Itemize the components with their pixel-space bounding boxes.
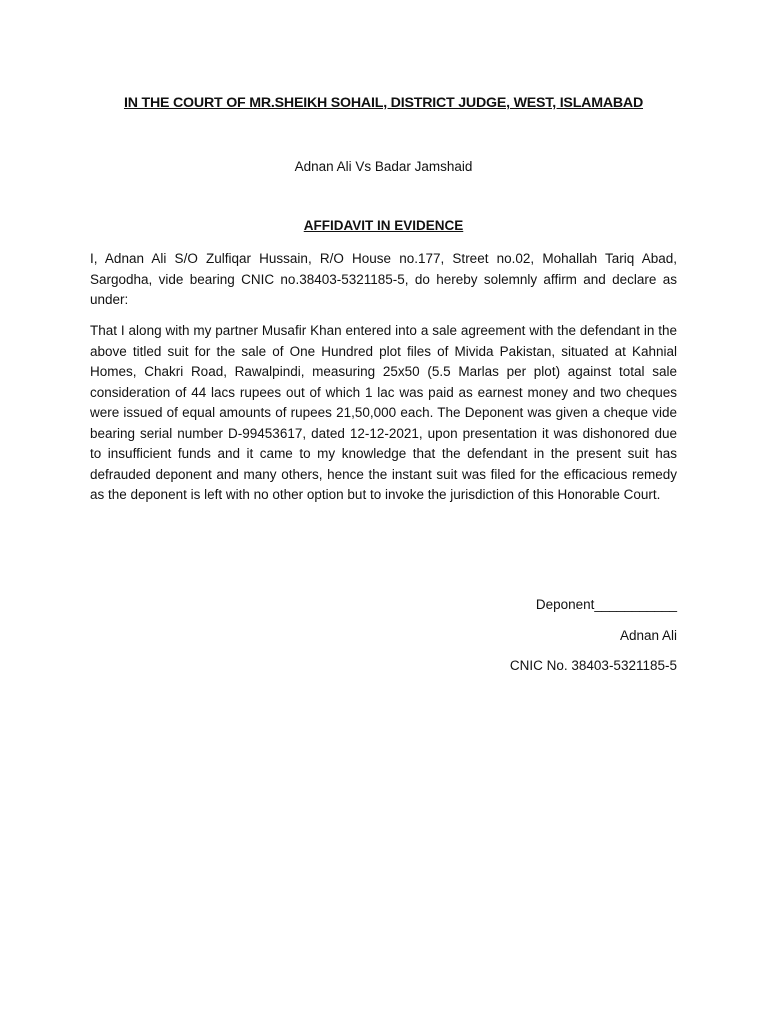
deponent-name: Adnan Ali	[619, 628, 677, 643]
affidavit-heading: AFFIDAVIT IN EVIDENCE	[303, 218, 464, 233]
deponent-cnic: CNIC No. 38403-5321185-5	[509, 658, 677, 673]
court-title: IN THE COURT OF MR.SHEIKH SOHAIL, DISTRICT JUDGE, WEST, ISLAMABAD	[123, 95, 644, 111]
deponent-signature-line: Deponent___________	[535, 597, 677, 612]
statement-paragraph: That I along with my partner Musafir Khan entered into a sale agreement with the defendant in the above titled suit for the sale of One Hundred plot files of Mivida Pakistan, situated at Kahnial Homes, Chakri Road, Rawalpindi, measuring 25x50 (5.5 Marlas per plot) against total sale consideration of 44 lacs rupees out of which 1 lac was paid as earnest money and two cheques were issued of equal amounts of rupees 21,50,000 each. The Deponent was given a cheque vide bearing serial number D-99453617, dated 12-12-2021, upon presentation it was dishonored due to insufficient funds and it came to my knowledge that the defendant in the present suit has defrauded deponent and many others, hence the instant suit was filed for the efficacious remedy as the deponent is left with no other option but to invoke the jurisdiction of this Honorable Court.	[90, 323, 677, 502]
document-page	[90, 0, 677, 1024]
case-title: Adnan Ali Vs Badar Jamshaid	[294, 159, 473, 174]
affirmation-paragraph: I, Adnan Ali S/O Zulfiqar Hussain, R/O House no.177, Street no.02, Mohallah Tariq Abad, Sargodha, vide bearing CNIC no.38403-5321185-5, do hereby solemnly affirm and declare as under:	[90, 251, 677, 307]
